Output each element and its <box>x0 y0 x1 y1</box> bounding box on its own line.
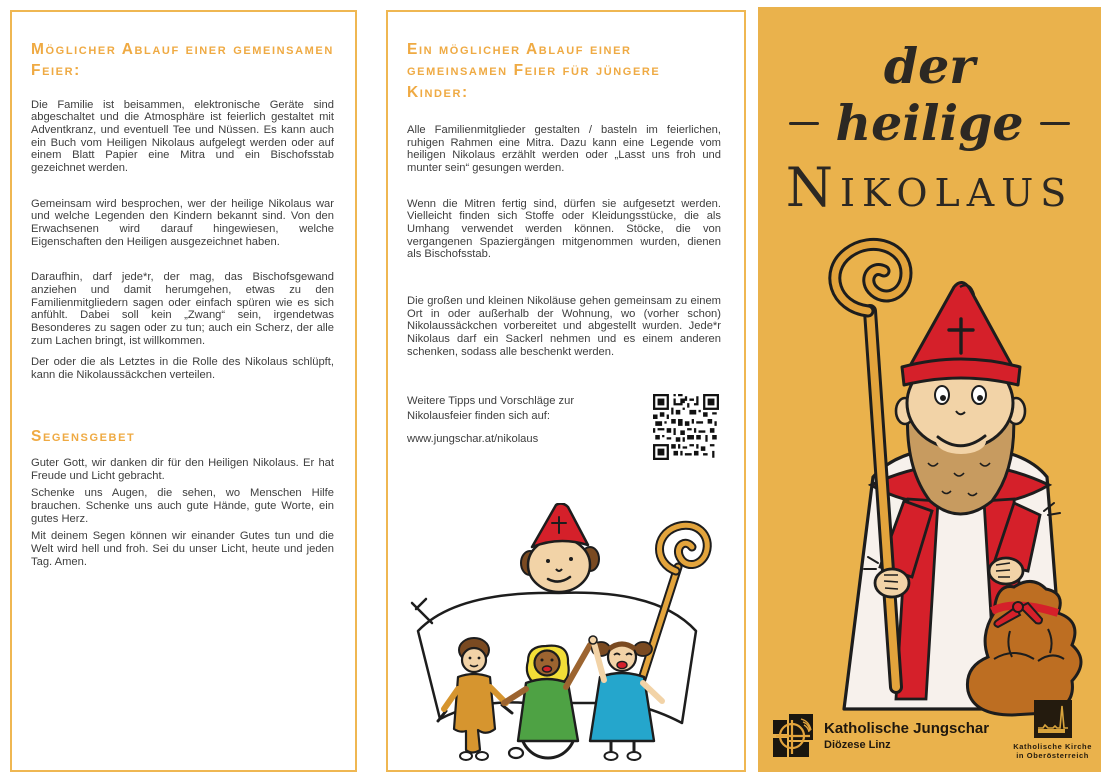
left-paragraph-4: Der oder die als Letztes in die Rolle des Nikolaus schlüpft, kann die Nikolaussäckchen verteilen. <box>31 356 334 381</box>
prayer-heading: Segensgebet <box>31 427 136 445</box>
kirche-logo-block <box>1013 700 1092 762</box>
left-paragraph-1: Die Familie ist beisammen, elektronische Geräte sind abgeschaltet und die Atmosphäre ist feierlich gestaltet mit Adventkranz, und eventuell Tee und Nüssen. Es kann auch ein Buch vom Heiligen Nikolaus aufgelegt werden oder auf einem Blatt Papier eine Mitra und ein Bischofsstab gezeichnet werden. <box>31 98 334 175</box>
qr-code-icon <box>653 394 719 460</box>
jungschar-logo-icon <box>771 711 819 761</box>
kirche-line2: in Oberösterreich <box>1016 751 1089 761</box>
left-panel <box>10 10 357 772</box>
left-paragraph-2: Gemeinsam wird besprochen, wer der heilige Nikolaus war und welche Legenden den Kindern bekannt sind. Von den Erwachsenen wird darauf hingewiesen, welche Eigenschaften den Heiligen ausgezeichnet haben. <box>31 197 334 248</box>
title-block <box>758 7 1101 219</box>
title-nikolaus: Nikolaus <box>785 156 1074 220</box>
kirche-line1: Katholische Kirche <box>1013 741 1092 751</box>
middle-paragraph-3: Die großen und kleinen Nikoläuse gehen gemeinsam zu einem Ort in oder außerhalb der Wohnung, wo (vorher schon) Nikolaussäckchen vorbereitet und abgestellt wurden. Jede*r Nikolaus darf ein Sackerl nehmen und es einem anderen schenken, sodass alle beschenkt werden. <box>407 295 721 358</box>
tips-section <box>407 394 721 460</box>
middle-paragraph-1: Alle Familienmitglieder gestalten / basteln im feierlichen, ruhigen Rahmen eine Mitra. Dazu kann eine Legende vom heiligen Nikolaus erzählt werden oder „Lasst uns froh und munter sein“ gesungen werden. <box>407 124 721 175</box>
tips-link[interactable]: www.jungschar.at/nikolaus <box>407 432 539 445</box>
title-heilige: heilige <box>835 94 1024 153</box>
title-dash-right <box>1040 122 1070 125</box>
jungschar-name: Katholische Jungschar <box>824 719 990 737</box>
right-footer <box>771 700 1092 762</box>
jungschar-logo-block <box>771 711 989 761</box>
middle-paragraph-2: Wenn die Mitren fertig sind, dürfen sie aufgesetzt werden. Vielleicht finden sich Stoffe oder Kleidungsstücke, die als Umhang verwendet werden können. Stöcke, die von vergangenen Spaziergängen mitgenommen wurden, dienen als Bischofsstab. <box>407 197 721 261</box>
jungschar-subtitle: Diözese Linz <box>824 739 891 752</box>
middle-panel <box>386 10 746 772</box>
prayer-paragraph-2: Schenke uns Augen, die sehen, wo Menschen Hilfe brauchen. Schenke uns auch gute Hände, gute Worte, ein gutes Herz. <box>31 487 334 525</box>
left-paragraph-3: Daraufhin, darf jede*r, der mag, das Bischofsgewand anziehen und damit herumgehen, etwas zu den Familienmitgliedern sagen oder einfach spüren wie es sich anfühlt. Dabei soll kein „Zwang“ sein, irgendetwas Besonderes zu sagen oder zu tun; auch ein Scherz, der alle zum Lachen bringt, ist willkommen. <box>31 271 334 347</box>
tips-text <box>407 394 635 446</box>
prayer-paragraph-3: Mit deinem Segen können wir einander Gutes tun und die Welt wird hell und froh. Sei du unser Licht, heute und jeden Tag. Amen. <box>31 530 334 568</box>
nikolaus-illustration <box>758 215 1101 720</box>
mitre-icon <box>902 282 1020 385</box>
mitre-icon <box>532 503 588 547</box>
right-panel <box>758 7 1101 772</box>
tips-label: Weitere Tipps und Vorschläge zur Nikolausfeier finden sich auf: <box>407 395 575 423</box>
children-illustration <box>396 503 726 765</box>
prayer-paragraph-1: Guter Gott, wir danken dir für den Heiligen Nikolaus. Er hat Freude und Licht gebracht. <box>31 456 334 482</box>
middle-heading: Ein möglicher Ablauf einer gemeinsamen Feier für jüngere Kinder: <box>407 41 661 101</box>
title-der: der <box>883 37 976 95</box>
kirche-logo-icon <box>1034 700 1072 740</box>
left-heading: Möglicher Ablauf einer gemeinsamen Feier: <box>31 41 334 80</box>
title-dash-left <box>789 122 819 125</box>
